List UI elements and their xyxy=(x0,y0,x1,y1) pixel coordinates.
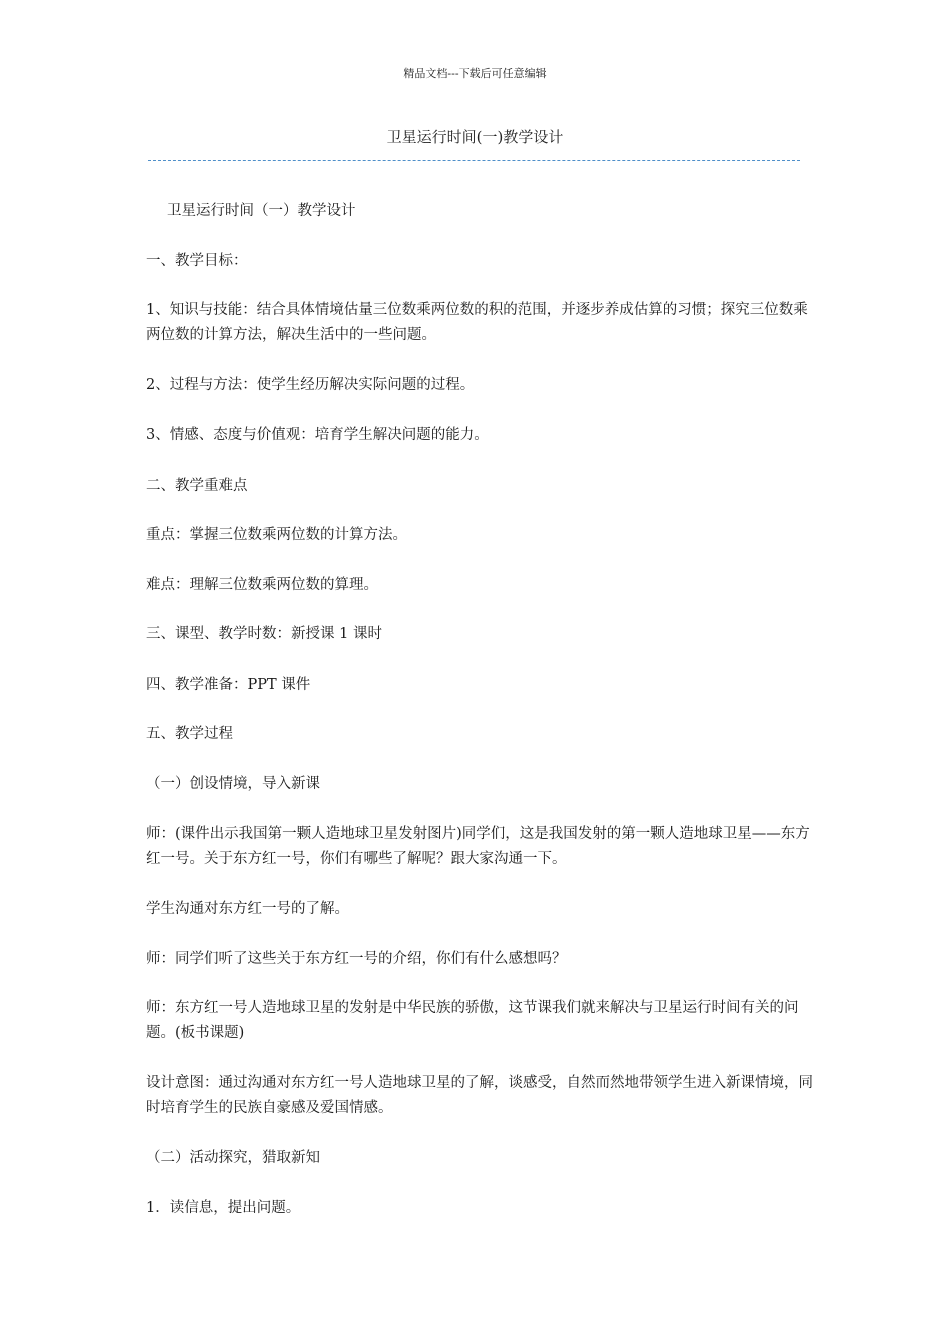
section-heading-preparation: 四、教学准备：PPT 课件 xyxy=(146,677,311,693)
section-heading-key-points: 二、教学重难点 xyxy=(146,478,248,494)
section-heading-lesson-type: 三、课型、教学时数：新授课 1 课时 xyxy=(146,626,382,642)
section-heading-objectives: 一、教学目标： xyxy=(146,253,248,269)
document-subtitle: 卫星运行时间（一）教学设计 xyxy=(167,203,356,219)
dashed-divider xyxy=(148,160,800,161)
paragraph-knowledge-skills: 1、知识与技能：结合具体情境估量三位数乘两位数的积的范围，并逐步养成估算的习惯；探究三位数乘两位数的计算方法，解决生活中的一些问题。 xyxy=(146,302,808,343)
paragraph-read-info: 1．读信息，提出问题。 xyxy=(146,1200,301,1216)
paragraph-teacher-question: 师：同学们听了这些关于东方红一号的介绍，你们有什么感想吗？ xyxy=(146,951,567,967)
page-header-note: 精品文档---下载后可任意编辑 xyxy=(403,67,547,80)
paragraph-teacher-intro: 师：(课件出示我国第一颗人造地球卫星发射图片)同学们，这是我国发射的第一颗人造地球卫星——东方红一号。关于东方红一号，你们有哪些了解呢？跟大家沟通一下。 xyxy=(146,826,810,867)
subsection-heading-intro: （一）创设情境，导入新课 xyxy=(146,776,320,792)
document-title: 卫星运行时间(一)教学设计 xyxy=(386,128,564,146)
paragraph-student-share: 学生沟通对东方红一号的了解。 xyxy=(146,901,349,917)
paragraph-teacher-pride: 师：东方红一号人造地球卫星的发射是中华民族的骄傲，这节课我们就来解决与卫星运行时间有关的问题。(板书课题) xyxy=(146,1000,799,1041)
paragraph-design-intent: 设计意图：通过沟通对东方红一号人造地球卫星的了解，谈感受，自然而然地带领学生进入新课情境，同时培育学生的民族自豪感及爱国情感。 xyxy=(146,1075,813,1116)
subsection-heading-explore: （二）活动探究，猎取新知 xyxy=(146,1150,320,1166)
section-heading-process: 五、教学过程 xyxy=(146,726,233,742)
paragraph-key-point: 重点：掌握三位数乘两位数的计算方法。 xyxy=(146,527,407,543)
paragraph-emotion-values: 3、情感、态度与价值观：培育学生解决问题的能力。 xyxy=(146,427,489,443)
paragraph-process-methods: 2、过程与方法：使学生经历解决实际问题的过程。 xyxy=(146,377,475,393)
paragraph-difficult-point: 难点：理解三位数乘两位数的算理。 xyxy=(146,577,378,593)
